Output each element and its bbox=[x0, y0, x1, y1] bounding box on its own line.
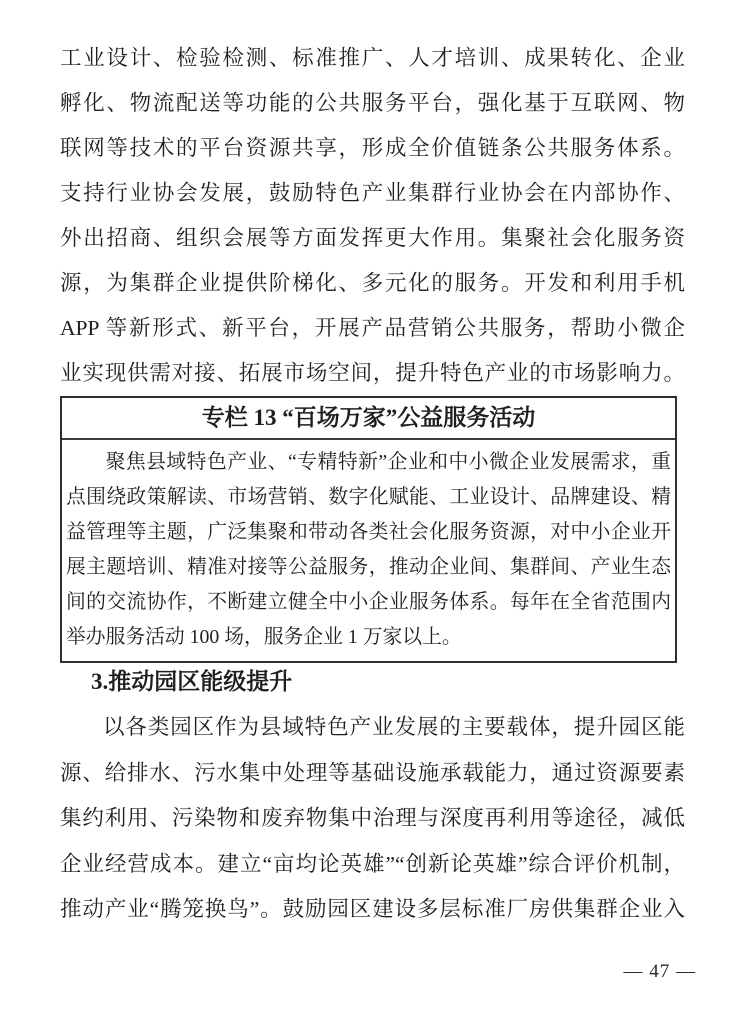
text-line: 间的交流协作，不断建立健全中小企业服务体系。每年在全省范围内 bbox=[66, 591, 671, 613]
text-line: 支持行业协会发展，鼓励特色产业集群行业协会在内部协作、 bbox=[60, 181, 685, 205]
text-line: 外出招商、组织会展等方面发挥更大作用。集聚社会化服务资 bbox=[60, 226, 685, 250]
feature-column-box bbox=[60, 396, 677, 663]
text-line: APP 等新形式、新平台，开展产品营销公共服务，帮助小微企 bbox=[60, 316, 685, 340]
text-line: 集约利用、污染物和废弃物集中治理与深度再利用等途径，减低 bbox=[60, 806, 685, 830]
text-line: 举办服务活动 100 场，服务企业 1 万家以上。 bbox=[66, 626, 462, 648]
text-line: 工业设计、检验检测、标准推广、人才培训、成果转化、企业 bbox=[60, 46, 685, 70]
text-line: 源、给排水、污水集中处理等基础设施承载能力，通过资源要素 bbox=[60, 760, 685, 785]
text-line: 聚焦县域特色产业、“专精特新”企业和中小微企业发展需求，重 bbox=[105, 451, 671, 473]
text-line: 展主题培训、精准对接等公益服务，推动企业间、集群间、产业生态 bbox=[66, 556, 671, 578]
opening-paragraph bbox=[60, 36, 685, 396]
feature-box-body bbox=[62, 440, 675, 661]
page-number: — 47 — bbox=[623, 961, 696, 982]
text-line: 点围绕政策解读、市场营销、数字化赋能、工业设计、品牌建设、精 bbox=[66, 486, 671, 508]
text-line: 孵化、物流配送等功能的公共服务平台，强化基于互联网、物 bbox=[60, 91, 685, 115]
text-line: 企业经营成本。建立“亩均论英雄”“创新论英雄”综合评价机制， bbox=[60, 851, 685, 876]
body-paragraph bbox=[60, 705, 685, 933]
text-line: 推动产业“腾笼换鸟”。鼓励园区建设多层标准厂房供集群企业入 bbox=[60, 897, 685, 921]
page-content bbox=[60, 36, 685, 933]
text-line: 业实现供需对接、拓展市场空间，提升特色产业的市场影响力。 bbox=[60, 361, 685, 385]
feature-box-title: 专栏 13 “百场万家”公益服务活动 bbox=[62, 398, 675, 440]
text-line: 源，为集群企业提供阶梯化、多元化的服务。开发和利用手机 bbox=[60, 271, 685, 295]
text-line: 以各类园区作为县域特色产业发展的主要载体，提升园区能 bbox=[103, 715, 685, 739]
text-line: 益管理等主题，广泛集聚和带动各类社会化服务资源，对中小企业开 bbox=[66, 521, 671, 543]
text-line: 联网等技术的平台资源共享，形成全价值链条公共服务体系。 bbox=[60, 136, 685, 160]
section-heading: 3.推动园区能级提升 bbox=[91, 669, 293, 694]
